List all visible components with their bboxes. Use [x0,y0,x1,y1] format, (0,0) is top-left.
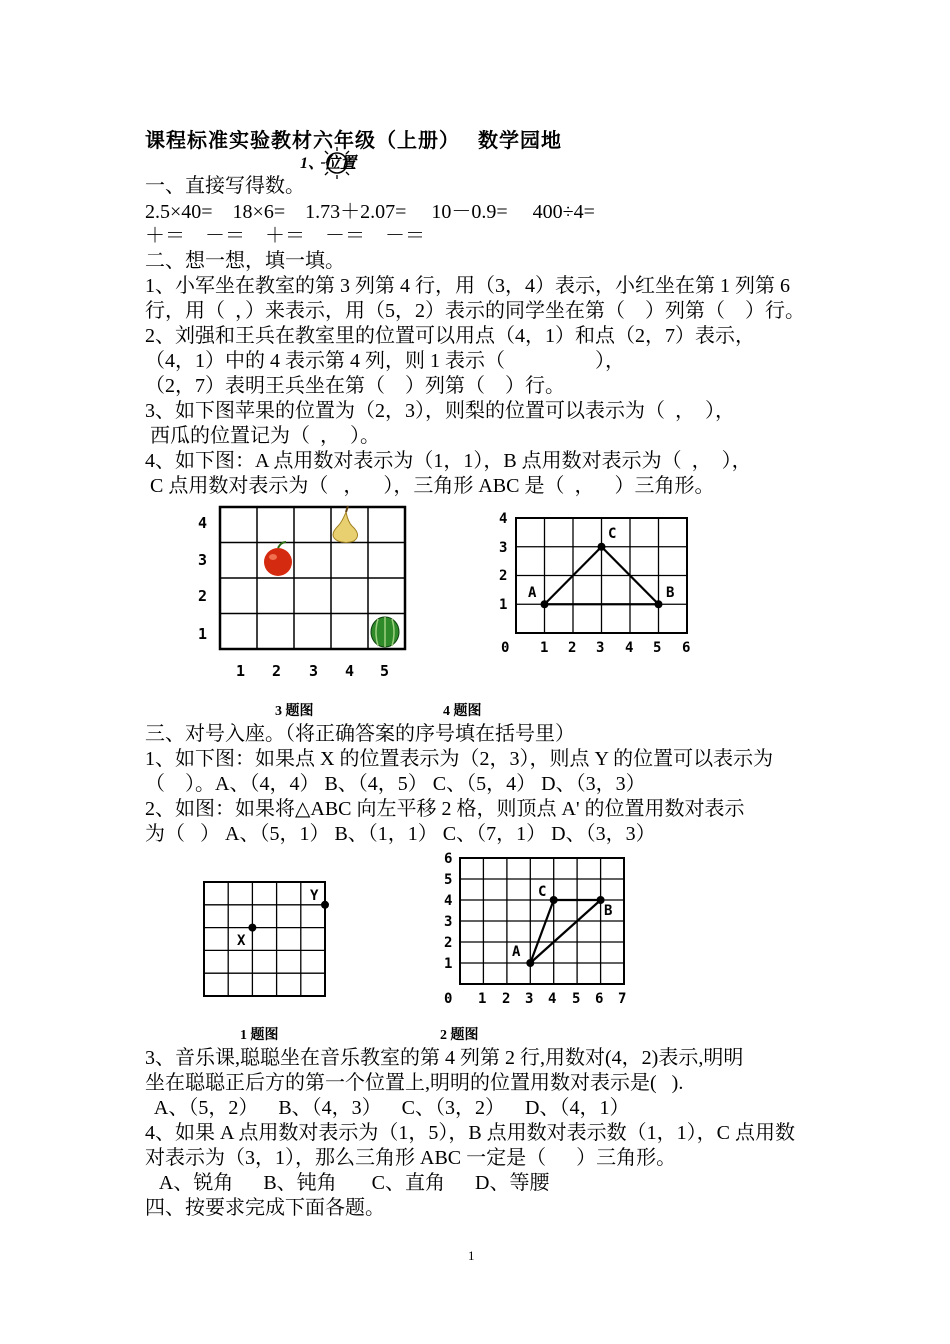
s2-q2c: （2，7）表明王兵坐在第（ ）列第（ ）行。 [145,375,565,397]
fig4-xlabel: 4 [625,640,634,656]
fig4-ylabel: 2 [499,568,508,584]
s3-q1b: （ ）。A、（4，4） B、（4，5） C、（5，4） D、（3，3） [145,773,646,795]
fig3-xlabel: 3 [309,662,319,680]
fig4-xlabel: 5 [653,640,662,656]
s2-q2a: 2、刘强和王兵在教室里的位置可以用点（4，1）和点（2，7）表示， [145,325,755,347]
s2-q4a: 4、如下图：A 点用数对表示为（1，1），B 点用数对表示为（ ， ）， [145,450,752,472]
s4-heading: 四、按要求完成下面各题。 [145,1197,385,1219]
fig2-ylabel: 4 [444,893,453,909]
fig4-ylabel: 4 [499,511,508,527]
fig4-xlabel: 3 [596,640,605,656]
s2-q3a: 3、如下图苹果的位置为（2，3），则梨的位置可以表示为（ ， ）， [145,400,735,422]
fig2-xlabel: 2 [502,991,511,1007]
point-a [541,600,549,608]
label-b: B [666,585,675,601]
s3-q1a: 1、如下图：如果点 X 的位置表示为（2，3），则点 Y 的位置可以表示为 [145,748,774,770]
fig3-ylabel: 1 [198,625,208,643]
fig1-caption: 1 题图 [240,1028,279,1043]
s2-q1a: 1、小军坐在教室的第 3 列第 4 行，用（3，4）表示，小红坐在第 1 列第 6 [145,275,790,297]
label-b: B [604,903,613,919]
point-b [655,600,663,608]
s3-q4b: 对表示为（3，1），那么三角形 ABC 一定是（ ）三角形。 [145,1147,677,1169]
page-number: 1 [468,1248,475,1263]
fig3-xlabel: 4 [345,662,355,680]
pear-icon [333,506,358,543]
watermelon-icon [371,617,399,647]
fig2-xlabel: 1 [478,991,487,1007]
section-subtitle: 1、位置 [300,150,356,173]
s2-q1b: 行，用（ ，）来表示，用（5，2）表示的同学坐在第（ ）列第（ ）行。 [145,300,805,322]
fig2-xlabel: 7 [618,991,627,1007]
fig2-caption: 2 题图 [440,1028,479,1043]
fig4-ylabel: 3 [499,540,508,556]
s3-q2a: 2、如图：如果将△ABC 向左平移 2 格，则顶点 A' 的位置用数对表示 [145,798,745,820]
fig2-ylabel: 5 [444,872,453,888]
fig2-ylabel: 6 [444,851,453,867]
fig3-ylabel: 3 [198,551,208,569]
figure-3-grid [190,500,420,690]
fig4-xlabel: 0 [501,640,510,656]
s3-q3c: A、（5，2） B、（4，3） C、（3，2） D、（4，1） [145,1097,630,1119]
label-x: X [237,933,246,949]
fig2-ylabel: 2 [444,935,453,951]
label-c: C [608,526,617,542]
label-a: A [512,944,521,960]
fig2-ylabel: 1 [444,956,453,972]
point-c [598,543,606,551]
fig3-ylabel: 2 [198,587,208,605]
s3-q4a: 4、如果 A 点用数对表示为（1，5），B 点用数对表示数（1，1），C 点用数 [145,1122,796,1144]
fig4-xlabel: 6 [682,640,691,656]
point-c [550,896,558,904]
point-a [526,959,534,967]
s1-row2: ＋＝ －＝ ＋＝ －＝ －＝ [145,225,425,247]
figure-1-grid [200,876,335,1001]
fig2-xlabel: 4 [548,991,557,1007]
s3-q4c: A、锐角 B、钝角 C、直角 D、等腰 [145,1172,550,1194]
s2-q4b: C 点用数对表示为（ ， ），三角形 ABC 是（ ， ）三角形。 [145,475,715,497]
apple-icon [264,542,292,576]
s3-q3a: 3、音乐课,聪聪坐在音乐教室的第 4 列第 2 行,用数对(4，2)表示,明明 [145,1047,744,1069]
s1-row1: 2.5×40= 18×6= 1.73＋2.07= 10－0.9= 400÷4= [145,201,595,223]
figure-2-grid [438,850,638,1010]
s2-q3b: 西瓜的位置记为（ ， ）。 [145,425,380,447]
fig2-ylabel: 3 [444,914,453,930]
fig4-xlabel: 1 [540,640,549,656]
s2-heading: 二、想一想，填一填。 [145,250,345,272]
label-y: Y [310,888,319,904]
fig3-ylabel: 4 [198,514,208,532]
s1-heading: 一、直接写得数。 [145,175,305,197]
fig3-xlabel: 5 [380,662,390,680]
fig4-xlabel: 2 [568,640,577,656]
label-a: A [528,585,537,601]
fig2-xlabel: 0 [444,991,453,1007]
figure-4-grid [490,505,705,665]
s3-q3b: 坐在聪聪正后方的第一个位置上,明明的位置用数对表示是( ). [145,1072,684,1094]
fig4-caption: 4 题图 [443,704,482,719]
fig3-xlabel: 2 [272,662,282,680]
fig2-xlabel: 5 [572,991,581,1007]
fig4-ylabel: 1 [499,597,508,613]
fig2-xlabel: 3 [525,991,534,1007]
s2-q2b: （4，1）中的 4 表示第 4 列，则 1 表示（ ）， [145,350,625,372]
fig2-xlabel: 6 [595,991,604,1007]
label-c: C [538,884,547,900]
point-y [321,901,329,909]
point-x [248,924,256,932]
s3-heading: 三、对号入座。（将正确答案的序号填在括号里） [145,723,575,745]
s3-q2b: 为（ ） A、（5，1） B、（1，1） C、（7，1） D、（3，3） [145,823,656,845]
document-title: 课程标准实验教材六年级（上册） 数学园地 [145,130,562,152]
fig3-xlabel: 1 [236,662,246,680]
fig3-caption: 3 题图 [275,704,314,719]
